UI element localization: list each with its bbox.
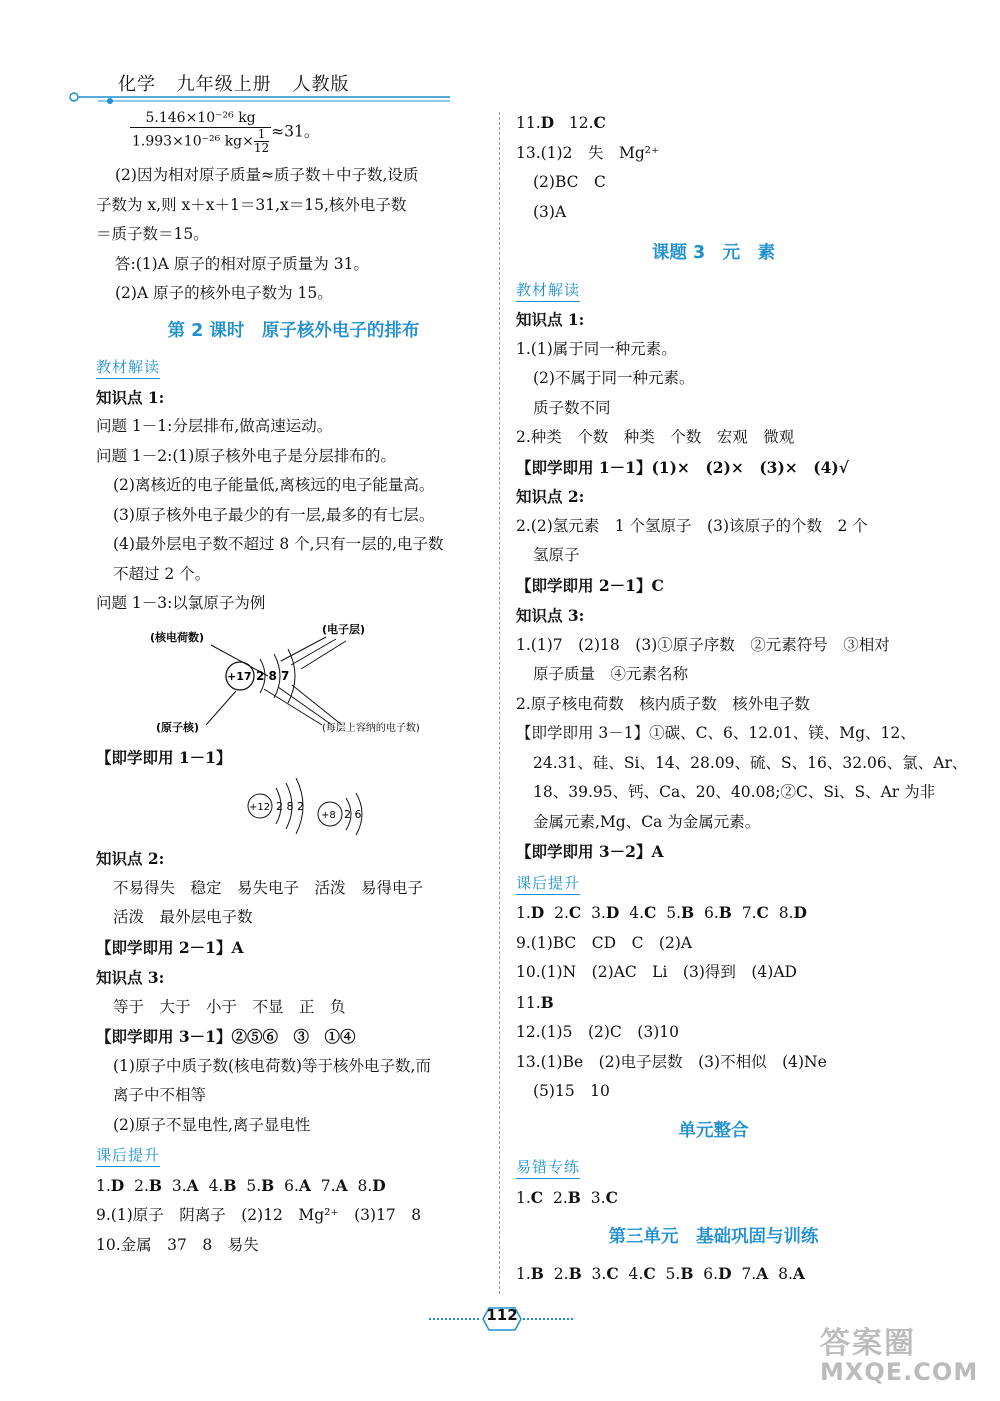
answer: C bbox=[606, 1263, 619, 1283]
q-num: 3. bbox=[590, 1188, 606, 1207]
answer: A bbox=[792, 1263, 805, 1283]
text-line: (2)A 原子的核外电子数为 15。 bbox=[115, 284, 333, 302]
answer: B bbox=[680, 1263, 694, 1283]
q-num: 4. bbox=[208, 1176, 224, 1195]
jxjy-line: 【即学即用 3－1】②⑤⑥ ③ ①④ bbox=[96, 1027, 356, 1046]
q-num: 4. bbox=[629, 904, 645, 922]
section-title: 课题 3 元 素 bbox=[651, 243, 776, 263]
text-line: 12.(1)5 (2)C (3)10 bbox=[516, 1023, 679, 1041]
text-line: 子数为 x,则 x＋x＋1＝31,x＝15,核外电子数 bbox=[96, 195, 407, 214]
calc-den-text: 1.993×10⁻²⁶ kg× bbox=[132, 133, 254, 150]
answer: B bbox=[718, 903, 732, 922]
text-line: 原子质量 ④元素名称 bbox=[533, 665, 689, 683]
knowledge-point: 知识点 3: bbox=[516, 606, 585, 625]
text-line: (2)不属于同一种元素。 bbox=[533, 369, 695, 387]
diag-nucleus-label: (原子核) bbox=[156, 720, 200, 734]
answer: D bbox=[718, 1263, 732, 1283]
q-num: 8. bbox=[357, 1176, 373, 1195]
answer: B bbox=[568, 1263, 582, 1283]
page-number: 112 bbox=[486, 1306, 518, 1324]
text-line: (3)A bbox=[533, 202, 567, 221]
answer: B bbox=[530, 1263, 544, 1283]
q-num: 11. bbox=[516, 993, 541, 1012]
q-num: 8. bbox=[778, 1264, 793, 1283]
answer: B bbox=[261, 1175, 275, 1195]
small-num: 1 bbox=[254, 128, 269, 142]
answer: A bbox=[756, 1263, 769, 1283]
answer: D bbox=[110, 1175, 125, 1195]
calc-denominator bbox=[130, 128, 271, 155]
text-line: 2.原子核电荷数 核内质子数 核外电子数 bbox=[516, 694, 810, 713]
q-num: 7. bbox=[741, 1264, 757, 1283]
answer: B bbox=[681, 903, 695, 922]
calc-numerator: 5.146×10⁻²⁶ kg bbox=[130, 110, 271, 128]
q-num: 5. bbox=[666, 904, 682, 922]
watermark-top: 答案圈 bbox=[820, 1326, 916, 1361]
text-line: 问题 1－1:分层排布,做高速运动。 bbox=[96, 417, 333, 435]
text-line: (3)原子核外电子最少的有一层,最多的有七层。 bbox=[113, 505, 435, 524]
watermark bbox=[820, 1318, 979, 1386]
q-num: 3. bbox=[591, 904, 606, 922]
answer: C bbox=[651, 575, 664, 595]
header-decoration bbox=[68, 92, 450, 106]
q-num: 6. bbox=[284, 1176, 299, 1195]
text-line: 13.(1)2 失 Mg²⁺ bbox=[516, 143, 660, 162]
q-num: 1. bbox=[516, 1188, 531, 1207]
text-line: 活泼 最外层电子数 bbox=[113, 908, 253, 926]
text-line: 1.(1)属于同一种元素。 bbox=[516, 339, 677, 358]
knowledge-point: 知识点 2: bbox=[516, 487, 585, 506]
q-num: 6. bbox=[703, 904, 719, 922]
text-line: 答:(1)A 原子的相对原子质量为 31。 bbox=[115, 254, 369, 273]
header-subject: 化学 bbox=[118, 74, 156, 95]
diag-electrons: 2 8 7 bbox=[256, 668, 290, 683]
text-line: ＝质子数＝15。 bbox=[96, 225, 209, 243]
small-den: 12 bbox=[253, 141, 270, 155]
answer: C bbox=[605, 1187, 618, 1207]
header-edition: 人教版 bbox=[292, 74, 350, 95]
answer: D bbox=[605, 903, 620, 922]
text-line: (1)原子中质子数(核电荷数)等于核外电子数,而 bbox=[113, 1056, 431, 1075]
category-label: 课后提升 bbox=[516, 872, 580, 895]
watermark-bottom: MXQE.COM bbox=[820, 1358, 979, 1386]
text-line: 24.31、硅、Si、14、28.09、硫、S、16、32.06、氯、Ar、 bbox=[533, 753, 968, 772]
column-divider bbox=[499, 112, 500, 1294]
q-num: 7. bbox=[741, 904, 757, 922]
q-num: 7. bbox=[320, 1176, 336, 1195]
calc-small-fraction bbox=[254, 128, 269, 155]
q-num: 12. bbox=[568, 114, 594, 132]
q-num: 2. bbox=[553, 1188, 568, 1207]
answer-row bbox=[96, 1171, 491, 1202]
jxjy-line bbox=[516, 571, 911, 602]
q-num: 4. bbox=[628, 1264, 644, 1283]
text-line: (2)离核近的电子能量低,离核远的电子能量高。 bbox=[113, 476, 435, 494]
text-line: 不易得失 稳定 易失电子 活泼 易得电子 bbox=[113, 878, 424, 897]
mg-oxygen-diagram bbox=[238, 772, 438, 842]
text-line: 2.种类 个数 种类 个数 宏观 微观 bbox=[516, 428, 795, 446]
header-grade: 九年级上册 bbox=[176, 74, 272, 95]
category-label: 课后提升 bbox=[96, 1144, 160, 1167]
jxjy-label: 【即学即用 3－2】 bbox=[516, 842, 652, 861]
answer: C bbox=[643, 1263, 656, 1283]
text-line: (2)BC C bbox=[533, 173, 606, 191]
q-num: 1. bbox=[516, 1264, 531, 1283]
text-line: (4)最外层电子数不超过 8 个,只有一层的,电子数 bbox=[113, 535, 444, 553]
text-line: 金属元素,Mg、Ca 为金属元素。 bbox=[533, 812, 761, 831]
answer: C bbox=[530, 1187, 544, 1207]
q-num: 11. bbox=[516, 114, 541, 132]
answer: B bbox=[567, 1187, 581, 1207]
answer: D bbox=[793, 903, 807, 922]
section-title: 第 2 课时 原子核外电子的排布 bbox=[167, 320, 420, 341]
diag-shell-label: (电子层) bbox=[322, 622, 366, 636]
answer: B bbox=[223, 1175, 237, 1195]
o-core: +8 bbox=[321, 810, 336, 821]
answer: C bbox=[756, 903, 769, 922]
text-line: 2.(2)氢元素 1 个氢原子 (3)该原子的个数 2 个 bbox=[516, 516, 868, 535]
text-line: 问题 1－3:以氯原子为例 bbox=[96, 594, 266, 612]
text-line: 9.(1)BC CD C (2)A bbox=[516, 933, 693, 952]
text-line: 1.(1)7 (2)18 (3)①原子序数 ②元素符号 ③相对 bbox=[516, 635, 890, 654]
answer: A bbox=[651, 842, 664, 861]
text-line: 不超过 2 个。 bbox=[113, 564, 211, 583]
text-line: (5)15 10 bbox=[533, 1082, 610, 1100]
q-num: 1. bbox=[96, 1176, 111, 1195]
text-line: 10.金属 37 8 易失 bbox=[96, 1235, 259, 1254]
q-num: 6. bbox=[703, 1264, 719, 1283]
section-title: 第三单元 基础巩固与训练 bbox=[608, 1227, 819, 1247]
text-line: 等于 大于 小于 不显 正 负 bbox=[113, 997, 346, 1016]
diag-nuclear-label: (核电荷数) bbox=[150, 630, 205, 644]
answer-row bbox=[516, 1259, 911, 1290]
answer: C bbox=[644, 903, 657, 922]
text-line: (2)原子不显电性,离子显电性 bbox=[113, 1115, 311, 1134]
left-column bbox=[96, 108, 491, 1260]
q-num: 5. bbox=[665, 1264, 681, 1283]
calc-fraction bbox=[130, 110, 271, 155]
answer: A bbox=[298, 1175, 311, 1195]
jxjy-line: 【即学即用 1－1】(1)× (2)× (3)× (4)√ bbox=[516, 457, 849, 477]
answer-row bbox=[516, 988, 911, 1019]
jxjy-label: 【即学即用 1－1】 bbox=[96, 747, 232, 767]
text-line: 离子中不相等 bbox=[113, 1086, 207, 1104]
answer: A bbox=[186, 1175, 199, 1195]
q-num: 3. bbox=[171, 1176, 187, 1195]
mg-electrons: 2 8 2 bbox=[276, 800, 304, 813]
category-label: 易错专练 bbox=[516, 1156, 580, 1179]
o-electrons: 2 6 bbox=[344, 808, 362, 821]
text-line: 9.(1)原子 阴离子 (2)12 Mg²⁺ (3)17 8 bbox=[96, 1206, 422, 1224]
jxjy-line bbox=[516, 837, 911, 868]
mg-core: +12 bbox=[249, 802, 271, 813]
jxjy-line bbox=[96, 933, 491, 964]
knowledge-point: 知识点 2: bbox=[96, 849, 165, 868]
answer-row bbox=[516, 1183, 911, 1214]
category-label: 教材解读 bbox=[96, 356, 160, 379]
calc-line bbox=[130, 110, 491, 155]
knowledge-point: 知识点 1: bbox=[516, 310, 585, 329]
right-column bbox=[516, 108, 968, 1289]
text-line: 质子数不同 bbox=[533, 398, 611, 417]
jxjy-label: 【即学即用 2－1】 bbox=[96, 937, 232, 957]
answer: D bbox=[530, 903, 545, 922]
text-line: 13.(1)Be (2)电子层数 (3)不相似 (4)Ne bbox=[516, 1052, 827, 1071]
text-line: 18、39.95、钙、Ca、20、40.08;②C、Si、S、Ar 为非 bbox=[533, 783, 936, 801]
jxjy-label: 【即学即用 2－1】 bbox=[516, 575, 652, 595]
calc-result: ≈31。 bbox=[271, 122, 320, 141]
answer: D bbox=[540, 113, 555, 132]
answer: B bbox=[540, 992, 554, 1012]
q-num: 2. bbox=[134, 1176, 149, 1195]
q-num: 5. bbox=[246, 1176, 262, 1195]
answer-row bbox=[516, 108, 911, 139]
text-line: 【即学即用 3－1】①碳、C、6、12.01、镁、Mg、12、 bbox=[516, 724, 916, 742]
knowledge-point: 知识点 1: bbox=[96, 387, 165, 407]
answer: D bbox=[372, 1175, 386, 1195]
answer: C bbox=[568, 903, 582, 922]
q-num: 1. bbox=[516, 904, 531, 922]
answer: B bbox=[148, 1175, 163, 1195]
knowledge-point: 知识点 3: bbox=[96, 968, 165, 987]
text-line: 问题 1－2:(1)原子核外电子是分层排布的。 bbox=[96, 446, 396, 465]
chlorine-atom-diagram bbox=[136, 621, 456, 741]
section-title: 单元整合 bbox=[678, 1120, 749, 1141]
text-line: 10.(1)N (2)AC Li (3)得到 (4)AD bbox=[516, 963, 797, 981]
answer: A bbox=[231, 937, 244, 957]
q-num: 8. bbox=[778, 904, 794, 922]
text-line: (2)因为相对原子质量≈质子数＋中子数,设质 bbox=[115, 166, 419, 184]
category-label: 教材解读 bbox=[516, 279, 580, 302]
text-line: 氢原子 bbox=[533, 546, 580, 564]
answer: C bbox=[593, 113, 606, 132]
q-num: 2. bbox=[554, 904, 569, 922]
q-num: 3. bbox=[591, 1264, 607, 1283]
answer-row bbox=[516, 898, 911, 929]
q-num: 2. bbox=[553, 1264, 569, 1283]
diag-note: (每层上容纳的电子数) bbox=[322, 722, 420, 734]
diag-core: +17 bbox=[227, 669, 252, 683]
answer: A bbox=[335, 1175, 348, 1195]
